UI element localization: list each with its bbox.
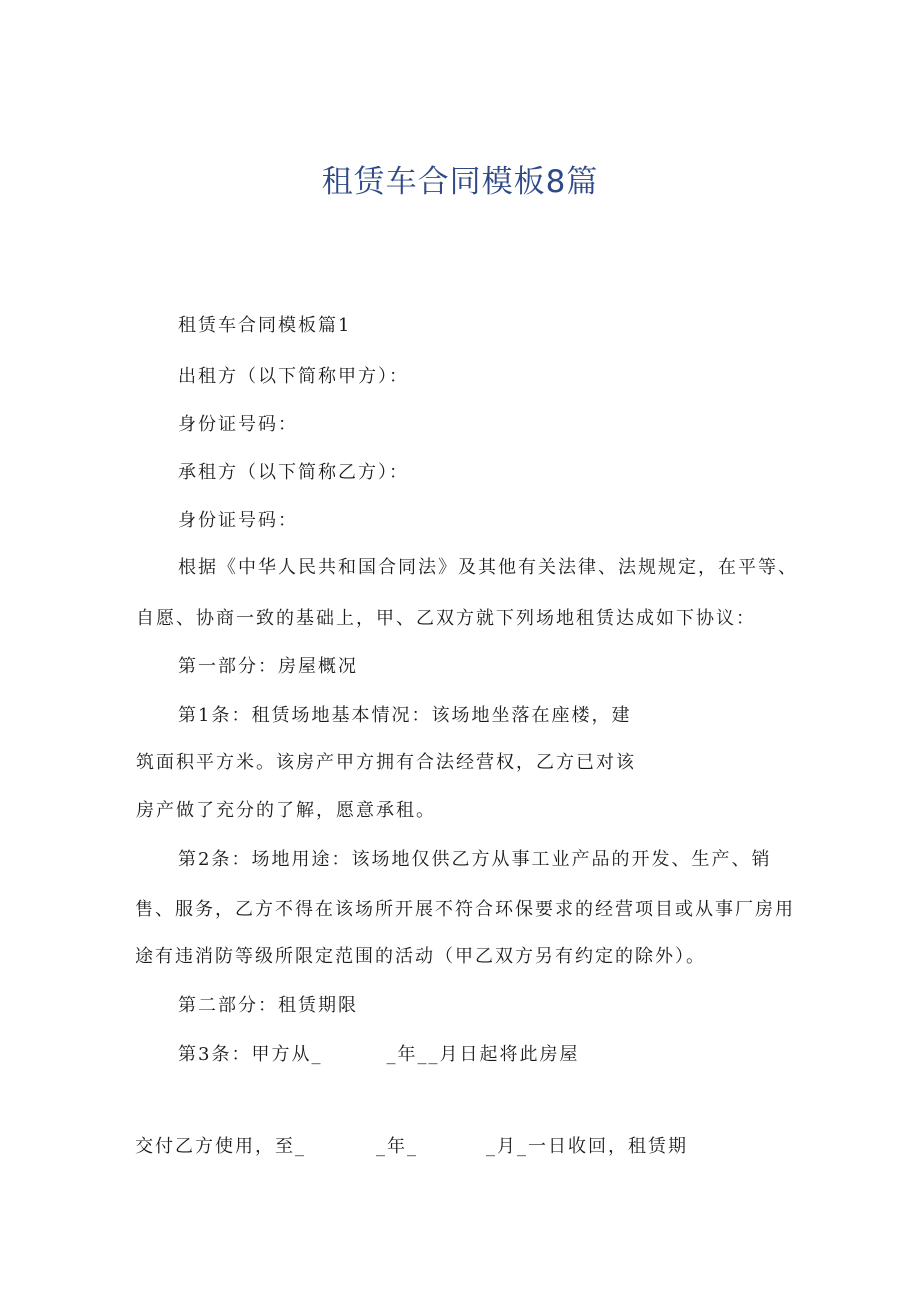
part2-heading: 第二部分：租赁期限 xyxy=(178,995,358,1016)
document-title: 租赁车合同模板8篇 xyxy=(321,164,599,200)
article1-line-2: 筑面积平方米。该房产甲方拥有合法经营权，乙方已对该 xyxy=(136,752,636,773)
lessee-id-label: 身份证号码： xyxy=(178,510,298,531)
article3-line-2-segment-a: 交付乙方使用，至_ xyxy=(135,1136,306,1157)
article3-line-2-segment-b: _年_ xyxy=(376,1136,418,1157)
article2-line-3: 途有违消防等级所限定范围的活动（甲乙双方另有约定的除外）。 xyxy=(135,946,706,967)
article1-line-3: 房产做了充分的了解，愿意承租。 xyxy=(136,800,436,821)
preamble-line-2: 自愿、协商一致的基础上，甲、乙双方就下列场地租赁达成如下协议： xyxy=(136,608,756,629)
lessor-id-label: 身份证号码： xyxy=(178,414,298,435)
article3-line-2-segment-c: _月_一日收回，租赁期 xyxy=(486,1136,688,1157)
article2-line-2: 售、服务，乙方不得在该场所开展不符合环保要求的经营项目或从事厂房用 xyxy=(135,899,795,920)
part1-heading: 第一部分：房屋概况 xyxy=(178,656,358,677)
article3-line-1 xyxy=(178,1044,579,1066)
article3-line-1-segment-b: _年__月日起将此房屋 xyxy=(386,1044,580,1065)
lessee-label: 承租方（以下简称乙方）： xyxy=(178,462,409,483)
section-heading: 租赁车合同模板篇1 xyxy=(178,315,352,336)
article2-line-1: 第2条：场地用途：该场地仅供乙方从事工业产品的开发、生产、销 xyxy=(178,849,772,870)
preamble-line-1: 根据《中华人民共和国合同法》及其他有关法律、法规规定，在平等、 xyxy=(178,557,798,578)
article3-line-1-segment-a: 第3条：甲方从_ xyxy=(178,1044,323,1065)
article3-line-2 xyxy=(135,1136,688,1158)
lessor-label: 出租方（以下简称甲方）： xyxy=(178,366,409,387)
article1-line-1: 第1条：租赁场地基本情况：该场地坐落在座楼，建 xyxy=(178,705,632,726)
